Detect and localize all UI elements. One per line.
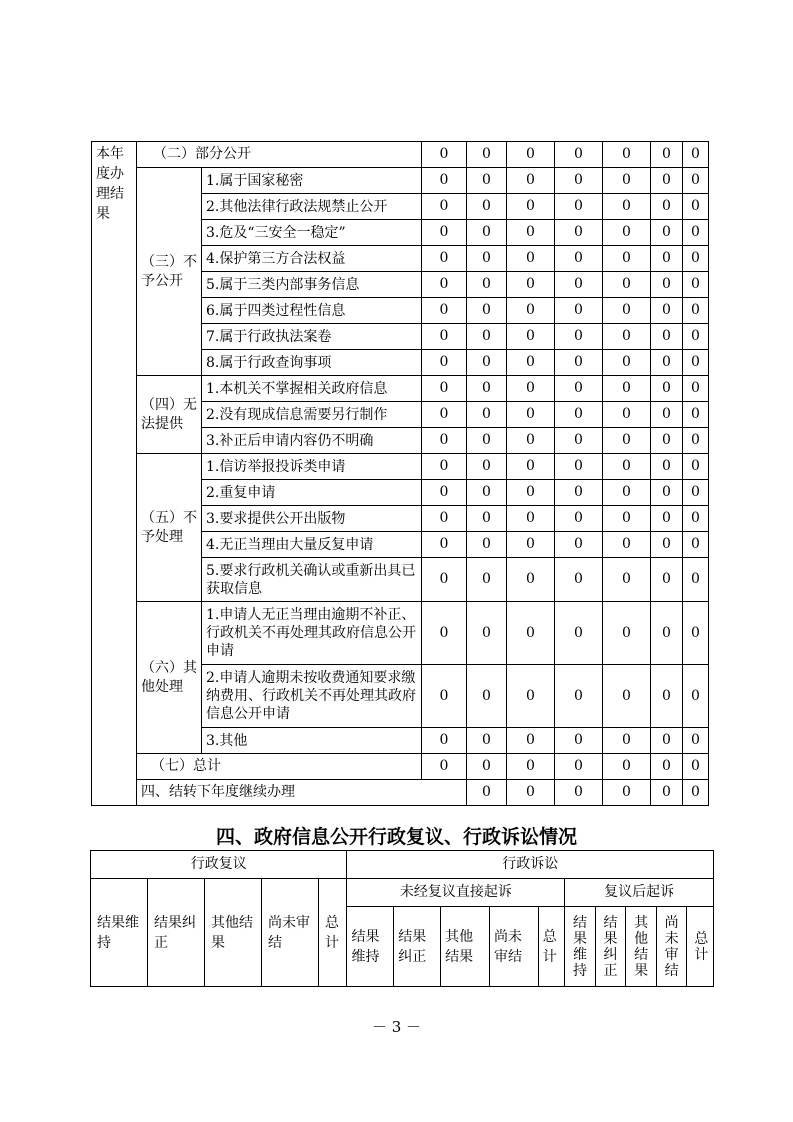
value-cell: 0: [422, 324, 467, 350]
row-label: 2.申请人逾期未按收费通知要求缴纳费用、行政机关不再处理其政府信息公开申请: [202, 665, 422, 728]
value-cell: 0: [555, 602, 603, 665]
value-cell: 0: [603, 324, 651, 350]
value-cell: 0: [507, 754, 555, 780]
value-cell: 0: [467, 272, 507, 298]
value-cell: 0: [683, 532, 709, 558]
value-cell: 0: [651, 665, 683, 728]
after-review-col-header: 结果维持: [565, 907, 596, 987]
value-cell: 0: [422, 665, 467, 728]
value-cell: 0: [467, 402, 507, 428]
value-cell: 0: [422, 168, 467, 194]
value-cell: 0: [651, 324, 683, 350]
value-cell: 0: [651, 728, 683, 754]
value-cell: 0: [683, 602, 709, 665]
review-col-header: 结果纠正: [147, 879, 204, 987]
direct-col-header: 尚未审结: [489, 907, 538, 987]
value-cell: 0: [422, 194, 467, 220]
value-cell: 0: [467, 454, 507, 480]
row-label: 6.属于四类过程性信息: [202, 298, 422, 324]
value-cell: 0: [555, 298, 603, 324]
value-cell: 0: [422, 506, 467, 532]
value-cell: 0: [422, 220, 467, 246]
value-cell: 0: [603, 376, 651, 402]
value-cell: 0: [467, 728, 507, 754]
value-cell: 0: [555, 142, 603, 168]
row-label: 8.属于行政查询事项: [202, 350, 422, 376]
value-cell: 0: [507, 194, 555, 220]
section-heading: 四、政府信息公开行政复议、行政诉讼情况: [215, 826, 577, 848]
value-cell: 0: [507, 532, 555, 558]
value-cell: 0: [467, 194, 507, 220]
value-cell: 0: [603, 350, 651, 376]
value-cell: 0: [507, 272, 555, 298]
value-cell: 0: [651, 376, 683, 402]
value-cell: 0: [603, 194, 651, 220]
value-cell: 0: [467, 754, 507, 780]
value-cell: 0: [422, 754, 467, 780]
header-row: [91, 851, 714, 879]
after-review-header: 复议后起诉: [565, 879, 714, 907]
value-cell: 0: [683, 558, 709, 602]
after-review-col-header: 结果纠正: [595, 907, 626, 987]
row-label: 2.重复申请: [202, 480, 422, 506]
value-cell: 0: [422, 602, 467, 665]
row-label: 1.申请人无正当理由逾期不补正、行政机关不再处理其政府信息公开申请: [202, 602, 422, 665]
value-cell: 0: [422, 246, 467, 272]
value-cell: 0: [555, 324, 603, 350]
value-cell: 0: [651, 532, 683, 558]
value-cell: 0: [507, 780, 555, 806]
value-cell: 0: [422, 480, 467, 506]
value-cell: 0: [651, 246, 683, 272]
value-cell: 0: [422, 728, 467, 754]
row-label: 1.本机关不掌握相关政府信息: [202, 376, 422, 402]
value-cell: 0: [683, 402, 709, 428]
page-number: － 3 －: [371, 1018, 422, 1036]
value-cell: 0: [683, 220, 709, 246]
carry-over-row: [92, 780, 709, 806]
table-row: [92, 168, 709, 194]
value-cell: 0: [603, 246, 651, 272]
review-col-header: 总计: [318, 879, 347, 987]
value-cell: 0: [467, 168, 507, 194]
value-cell: 0: [467, 246, 507, 272]
value-cell: 0: [507, 480, 555, 506]
value-cell: 0: [651, 506, 683, 532]
value-cell: 0: [467, 350, 507, 376]
value-cell: 0: [555, 532, 603, 558]
value-cell: 0: [603, 558, 651, 602]
row-label: 2.没有现成信息需要另行制作: [202, 402, 422, 428]
value-cell: 0: [683, 780, 709, 806]
after-review-col-header: 尚未审结: [656, 907, 687, 987]
category-label: （三）不予公开: [137, 168, 202, 376]
value-cell: 0: [467, 558, 507, 602]
value-cell: 0: [422, 376, 467, 402]
table-row: [92, 454, 709, 480]
value-cell: 0: [603, 298, 651, 324]
value-cell: 0: [507, 506, 555, 532]
value-cell: 0: [555, 454, 603, 480]
value-cell: 0: [507, 428, 555, 454]
request-results-body: [92, 142, 709, 806]
value-cell: 0: [603, 780, 651, 806]
value-cell: 0: [507, 324, 555, 350]
value-cell: 0: [603, 168, 651, 194]
value-cell: 0: [467, 298, 507, 324]
review-col-header: 其他结果: [204, 879, 261, 987]
value-cell: 0: [651, 350, 683, 376]
value-cell: 0: [555, 428, 603, 454]
group-label: 本年度办理结果: [92, 142, 137, 806]
review-litigation-table: [90, 850, 714, 987]
value-cell: 0: [467, 532, 507, 558]
request-results-table: [91, 141, 709, 806]
value-cell: 0: [507, 142, 555, 168]
value-cell: 0: [651, 142, 683, 168]
value-cell: 0: [683, 350, 709, 376]
value-cell: 0: [651, 454, 683, 480]
value-cell: 0: [507, 402, 555, 428]
value-cell: 0: [651, 220, 683, 246]
row-label: 四、结转下年度继续办理: [137, 780, 467, 806]
value-cell: 0: [683, 298, 709, 324]
value-cell: 0: [651, 602, 683, 665]
value-cell: 0: [467, 506, 507, 532]
value-cell: 0: [555, 376, 603, 402]
value-cell: 0: [603, 402, 651, 428]
value-cell: 0: [603, 602, 651, 665]
value-cell: 0: [507, 220, 555, 246]
value-cell: 0: [507, 350, 555, 376]
value-cell: 0: [651, 168, 683, 194]
review-header: 行政复议: [91, 851, 347, 879]
litigation-header: 行政诉讼: [347, 851, 714, 879]
value-cell: 0: [467, 324, 507, 350]
row-label: （二）部分公开: [137, 142, 422, 168]
value-cell: 0: [467, 665, 507, 728]
value-cell: 0: [603, 480, 651, 506]
category-label: （五）不予处理: [137, 454, 202, 602]
value-cell: 0: [683, 754, 709, 780]
value-cell: 0: [683, 665, 709, 728]
table-row: [92, 142, 709, 168]
value-cell: 0: [683, 376, 709, 402]
value-cell: 0: [683, 506, 709, 532]
row-label: 5.属于三类内部事务信息: [202, 272, 422, 298]
value-cell: 0: [603, 665, 651, 728]
value-cell: 0: [603, 728, 651, 754]
value-cell: 0: [422, 532, 467, 558]
value-cell: 0: [422, 428, 467, 454]
value-cell: 0: [422, 454, 467, 480]
value-cell: 0: [683, 728, 709, 754]
value-cell: 0: [507, 376, 555, 402]
value-cell: 0: [651, 194, 683, 220]
value-cell: 0: [555, 272, 603, 298]
value-cell: 0: [603, 142, 651, 168]
after-review-col-header: 总计: [687, 907, 714, 987]
value-cell: 0: [467, 480, 507, 506]
value-cell: 0: [603, 754, 651, 780]
value-cell: 0: [467, 602, 507, 665]
value-cell: 0: [603, 272, 651, 298]
value-cell: 0: [651, 558, 683, 602]
value-cell: 0: [422, 402, 467, 428]
value-cell: 0: [651, 298, 683, 324]
direct-col-header: 其他结果: [441, 907, 490, 987]
value-cell: 0: [603, 532, 651, 558]
value-cell: 0: [683, 324, 709, 350]
value-cell: 0: [555, 168, 603, 194]
value-cell: 0: [555, 780, 603, 806]
review-col-header: 结果维持: [91, 879, 148, 987]
value-cell: 0: [555, 220, 603, 246]
value-cell: 0: [467, 780, 507, 806]
value-cell: 0: [603, 454, 651, 480]
value-cell: 0: [651, 780, 683, 806]
after-review-col-header: 其他结果: [626, 907, 657, 987]
value-cell: 0: [507, 665, 555, 728]
value-cell: 0: [555, 402, 603, 428]
value-cell: 0: [651, 754, 683, 780]
value-cell: 0: [507, 454, 555, 480]
row-label: （七）总计: [137, 754, 422, 780]
direct-col-header: 结果维持: [347, 907, 394, 987]
value-cell: 0: [683, 142, 709, 168]
value-cell: 0: [651, 480, 683, 506]
row-label: 1.属于国家秘密: [202, 168, 422, 194]
value-cell: 0: [507, 168, 555, 194]
review-litigation-body: [91, 851, 714, 987]
value-cell: 0: [683, 168, 709, 194]
value-cell: 0: [651, 402, 683, 428]
value-cell: 0: [467, 142, 507, 168]
row-label: 2.其他法律行政法规禁止公开: [202, 194, 422, 220]
value-cell: 0: [467, 376, 507, 402]
row-label: 3.其他: [202, 728, 422, 754]
direct-header: 未经复议直接起诉: [347, 879, 565, 907]
value-cell: 0: [507, 298, 555, 324]
row-label: 1.信访举报投诉类申请: [202, 454, 422, 480]
value-cell: 0: [467, 220, 507, 246]
row-label: 3.补正后申请内容仍不明确: [202, 428, 422, 454]
value-cell: 0: [422, 350, 467, 376]
row-label: 3.危及“三安全一稳定”: [202, 220, 422, 246]
value-cell: 0: [683, 428, 709, 454]
value-cell: 0: [555, 480, 603, 506]
row-label: 4.保护第三方合法权益: [202, 246, 422, 272]
value-cell: 0: [422, 558, 467, 602]
value-cell: 0: [555, 728, 603, 754]
value-cell: 0: [683, 272, 709, 298]
value-cell: 0: [422, 272, 467, 298]
row-label: 4.无正当理由大量反复申请: [202, 532, 422, 558]
direct-col-header: 总计: [538, 907, 564, 987]
category-label: （四）无法提供: [137, 376, 202, 454]
value-cell: 0: [507, 246, 555, 272]
value-cell: 0: [555, 350, 603, 376]
direct-col-header: 结果纠正: [394, 907, 441, 987]
value-cell: 0: [683, 480, 709, 506]
value-cell: 0: [603, 220, 651, 246]
row-label: 5.要求行政机关确认或重新出具已获取信息: [202, 558, 422, 602]
value-cell: 0: [507, 602, 555, 665]
value-cell: 0: [555, 246, 603, 272]
value-cell: 0: [507, 558, 555, 602]
value-cell: 0: [603, 506, 651, 532]
row-label: 7.属于行政执法案卷: [202, 324, 422, 350]
value-cell: 0: [555, 194, 603, 220]
value-cell: 0: [651, 272, 683, 298]
value-cell: 0: [651, 428, 683, 454]
table-row: [92, 602, 709, 665]
value-cell: 0: [603, 428, 651, 454]
value-cell: 0: [422, 142, 467, 168]
value-cell: 0: [555, 558, 603, 602]
total-row: [92, 754, 709, 780]
header-row: [91, 879, 714, 907]
value-cell: 0: [555, 754, 603, 780]
value-cell: 0: [683, 454, 709, 480]
value-cell: 0: [507, 728, 555, 754]
value-cell: 0: [555, 665, 603, 728]
value-cell: 0: [683, 194, 709, 220]
value-cell: 0: [467, 428, 507, 454]
row-label: 3.要求提供公开出版物: [202, 506, 422, 532]
value-cell: 0: [555, 506, 603, 532]
value-cell: 0: [683, 246, 709, 272]
category-label: （六）其他处理: [137, 602, 202, 754]
table-row: [92, 376, 709, 402]
value-cell: 0: [422, 298, 467, 324]
review-col-header: 尚未审结: [261, 879, 318, 987]
